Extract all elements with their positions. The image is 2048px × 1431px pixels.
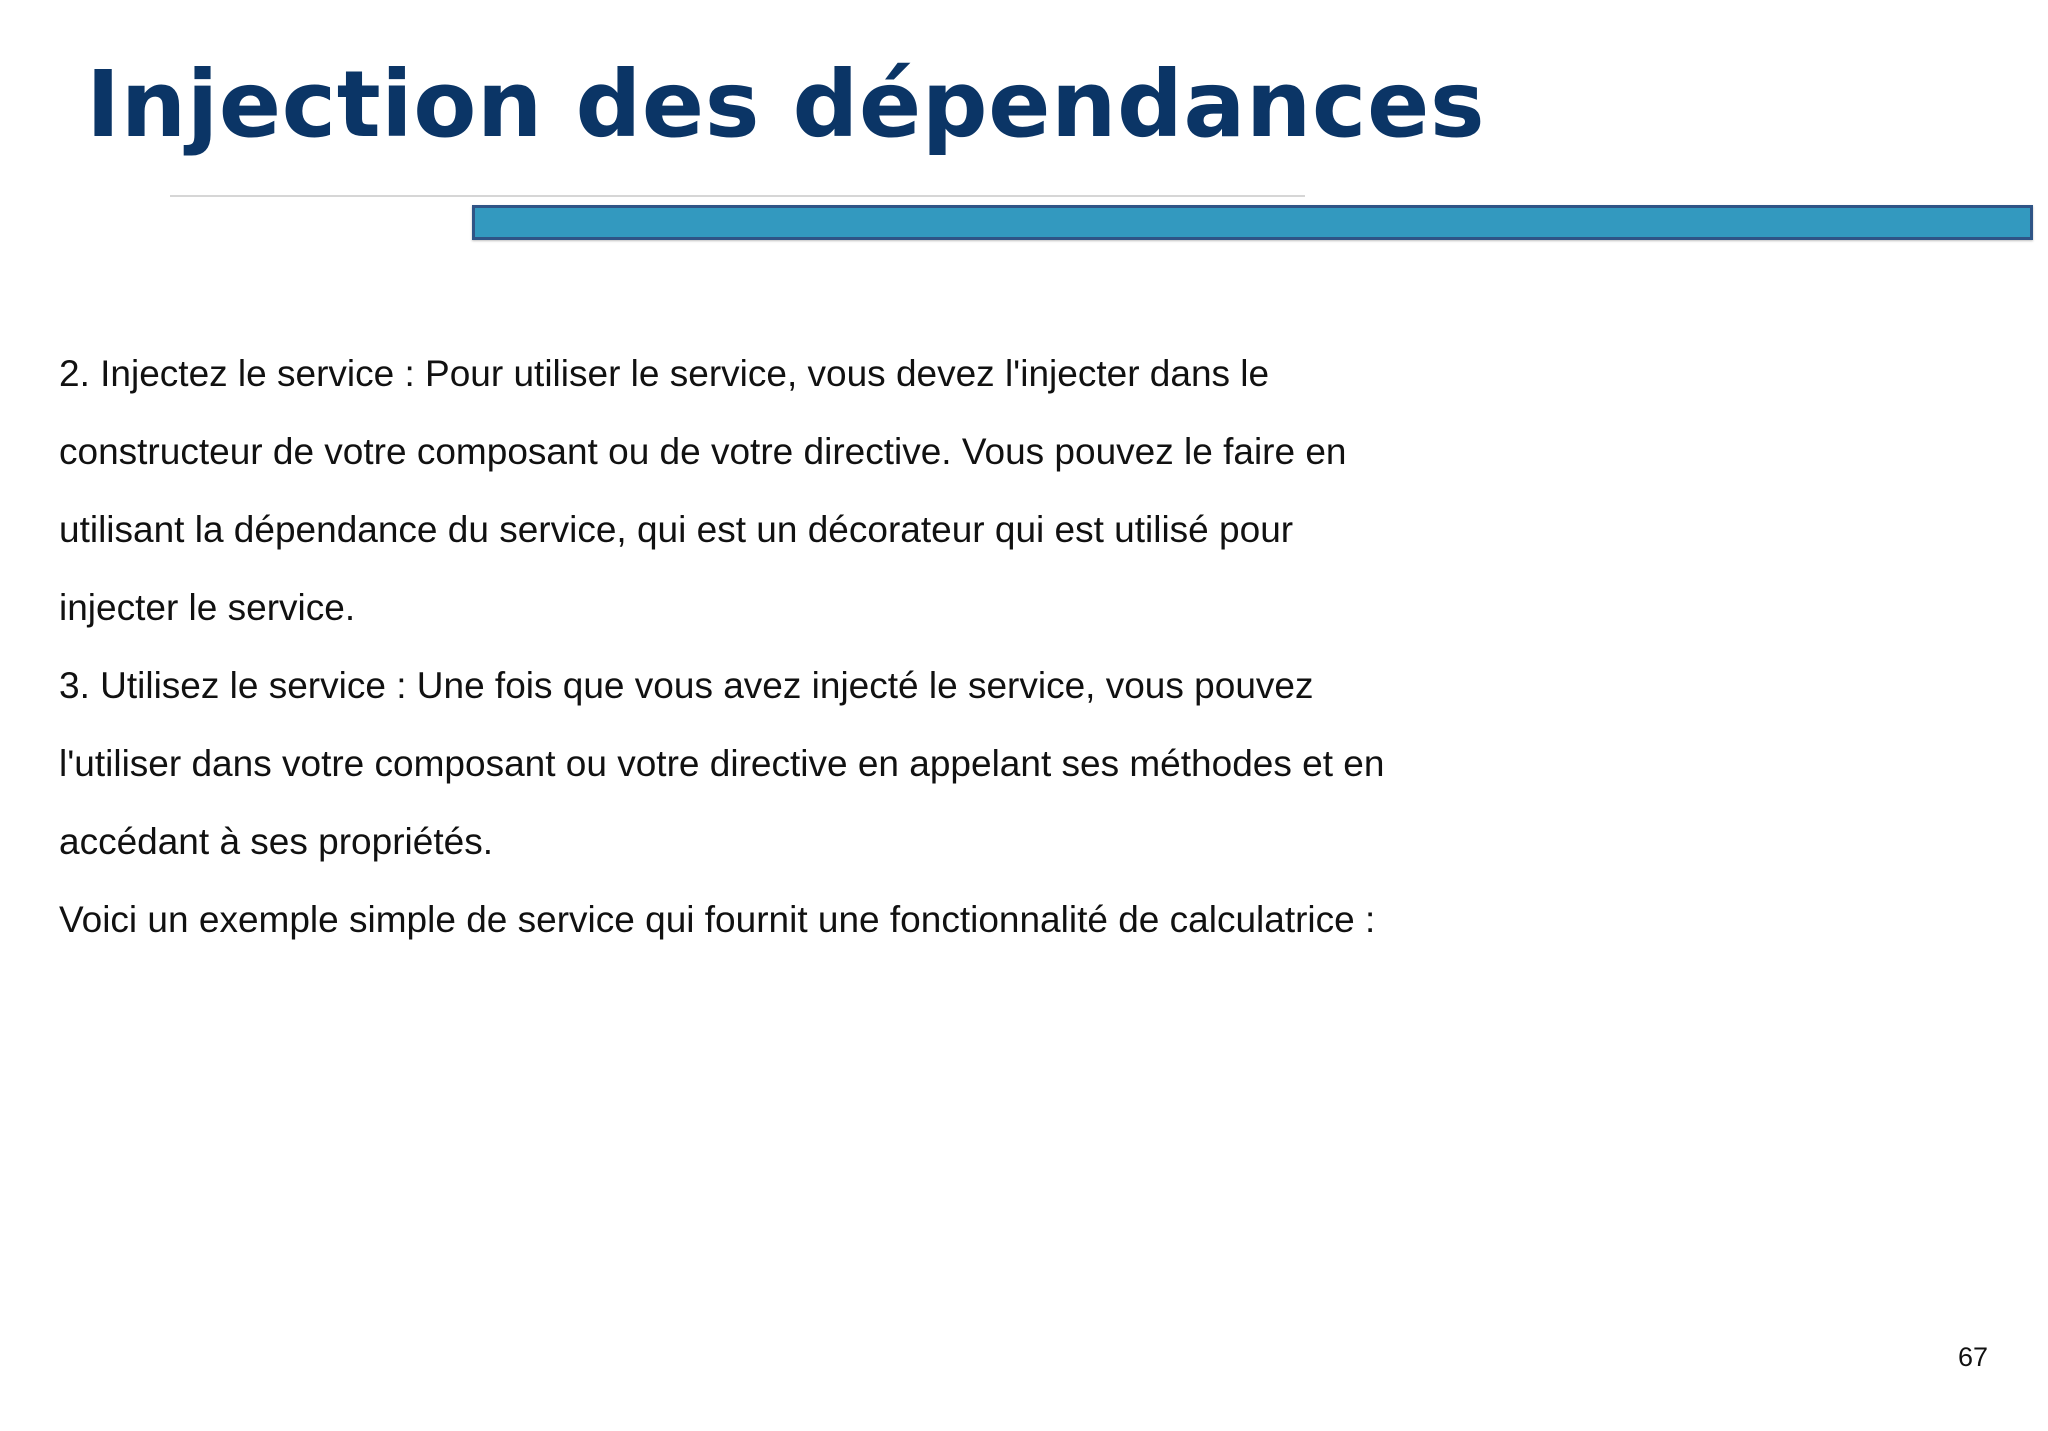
page-number: 67 (1958, 1342, 1989, 1372)
body-line: utilisant la dépendance du service, qui est un décorateur qui est utilisé pour (59, 509, 1294, 550)
body-line: l'utiliser dans votre composant ou votre directive en appelant ses méthodes et en (59, 743, 1385, 784)
body-line: constructeur de votre composant ou de votre directive. Vous pouvez le faire en (59, 431, 1347, 472)
slide-body (59, 335, 1619, 959)
body-line: 2. Injectez le service : Pour utiliser le service, vous devez l'injecter dans le (59, 353, 1270, 394)
title-divider (170, 195, 1305, 197)
accent-bar (472, 205, 2033, 240)
body-line: injecter le service. (59, 587, 356, 628)
body-line: Voici un exemple simple de service qui fournit une fonctionnalité de calculatrice : (59, 899, 1376, 940)
body-line: accédant à ses propriétés. (59, 821, 493, 862)
body-line: 3. Utilisez le service : Une fois que vous avez injecté le service, vous pouvez (59, 665, 1314, 706)
slide-title: Injection des dépendances (86, 51, 1486, 158)
